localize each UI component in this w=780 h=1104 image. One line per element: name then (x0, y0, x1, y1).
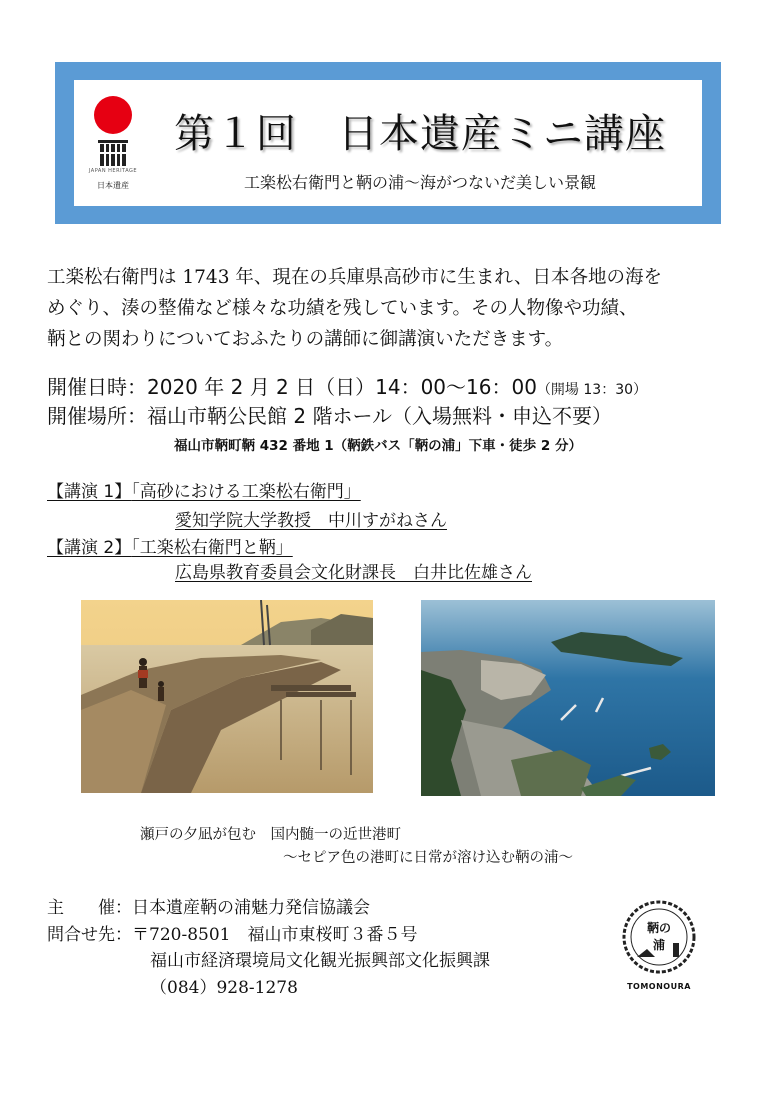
lecture-1-speaker: 愛知学院大学教授 中川すがねさん (175, 511, 447, 531)
phone-number: （084）928-1278 (150, 978, 298, 998)
host-value: 日本遺産鞆の浦魅力発信協議会 (132, 898, 370, 918)
breakwater-sunset-photo (81, 600, 373, 793)
date-value: 2020 年 2 月 2 日（日）14：00～16：00 (147, 375, 537, 399)
svg-text:鞆の: 鞆の (646, 921, 672, 935)
host-line (47, 893, 370, 918)
tomonoura-seal-logo (621, 899, 697, 975)
intro-line: めぐり、湊の整備など様々な功績を残しています。その人物像や功績、 (47, 298, 638, 319)
host-label: 主 催： (47, 898, 132, 918)
japan-heritage-sun-icon (94, 96, 132, 134)
page-title: 第１回 日本遺産ミニ講座 (174, 111, 666, 157)
venue-address: 福山市鞆町鞆 432 番地 1（鞆鉄バス「鞆の浦」下車・徒歩 2 分） (174, 438, 582, 454)
photo-caption-line1: 瀬戸の夕凪が包む 国内髄一の近世港町 (140, 827, 401, 843)
inquiry-label: 問合せ先： (47, 925, 132, 945)
lecture-title: 「工楽松右衛門と鞆」 (131, 538, 293, 558)
intro-paragraph (47, 262, 747, 355)
tomonoura-aerial-photo (421, 600, 715, 796)
event-venue (47, 400, 612, 429)
logo-japanese-text: 日本遺産 (97, 181, 129, 190)
date-label: 開催日時： (47, 375, 147, 399)
open-time: （開場 13：30） (536, 382, 648, 398)
inquiry-address: 〒720-8501 福山市東桜町３番５号 (132, 925, 418, 945)
svg-text:浦: 浦 (652, 938, 666, 952)
lecture-1-heading (47, 477, 361, 502)
logo-english-text: JAPAN HERITAGE (88, 168, 138, 174)
lecture-label: 【講演 2】 (47, 538, 132, 558)
venue-label: 開催場所： (47, 404, 147, 428)
inquiry-line (47, 920, 417, 945)
seal-english-text: TOMONOURA (627, 982, 691, 991)
venue-value: 福山市鞆公民館 2 階ホール（入場無料・申込不要） (147, 404, 613, 428)
lecture-2-heading (47, 533, 293, 558)
photo-caption-line2: ～セピア色の港町に日常が溶け込む鞆の浦～ (283, 850, 573, 866)
lecture-title: 「高砂における工楽松右衛門」 (131, 482, 361, 502)
intro-line: 工楽松右衛門は 1743 年、現在の兵庫県高砂市に生まれ、日本各地の海を (47, 267, 662, 288)
page-subtitle: 工楽松右衛門と鞆の浦～海がつないだ美しい景観 (243, 173, 596, 192)
lecture-2-speaker: 広島県教育委員会文化財課長 白井比佐雄さん (175, 563, 532, 583)
event-date (47, 371, 647, 400)
lecture-label: 【講演 1】 (47, 482, 132, 502)
department: 福山市経済環境局文化観光振興部文化振興課 (150, 951, 490, 971)
japan-heritage-mark-icon (97, 140, 129, 166)
intro-line: 鞆との関わりについておふたりの講師に御講演いただきます。 (47, 329, 564, 350)
